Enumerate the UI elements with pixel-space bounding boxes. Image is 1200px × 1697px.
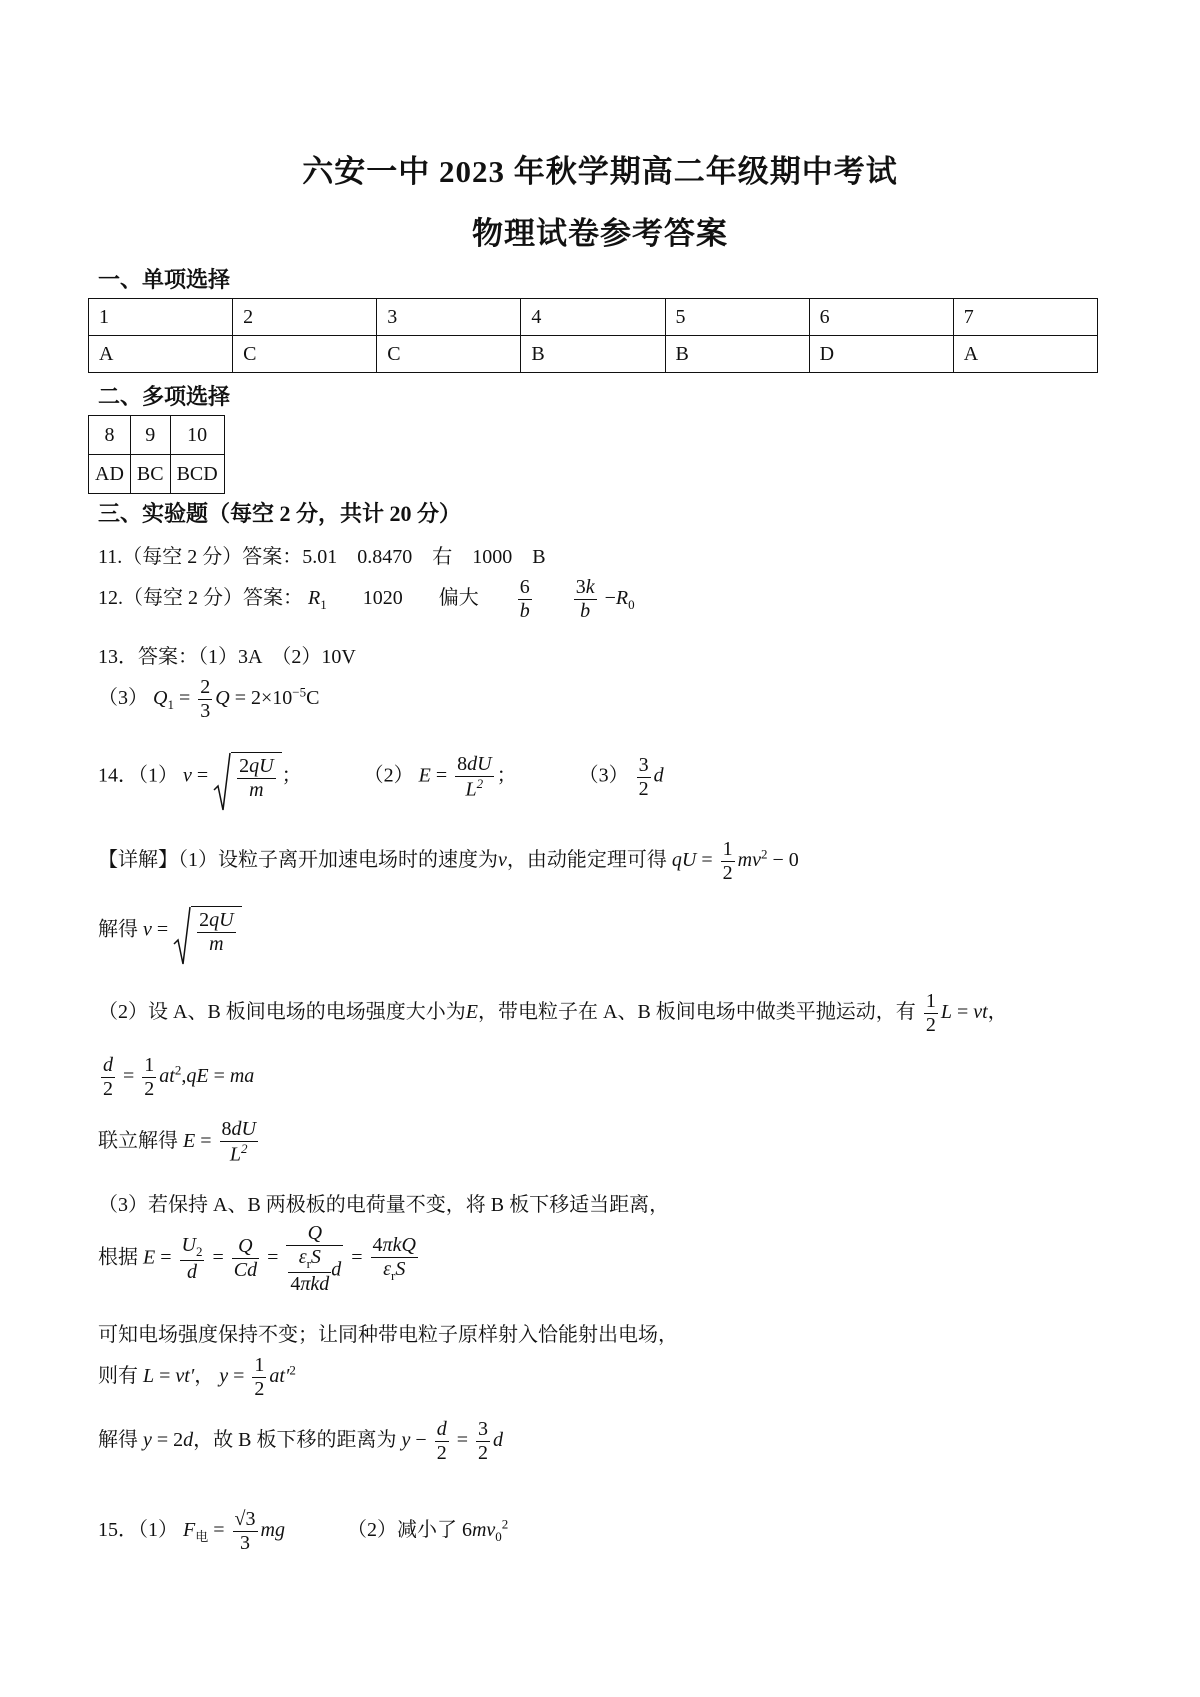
q14-answer: 14．（1） v = $\frac{2qU}{m}$ ； （2） E = $\frac{8dU}{L^2}$ ； （3） $\frac{3}{2}$ d [98,752,664,802]
table-cell: AD [89,455,131,494]
table-cell: C [377,336,521,373]
q12-fraction-3k-over-b: $\frac{3k}{b}$ [575,576,595,622]
exam-subtitle: 物理试卷参考答案 [472,216,728,251]
table-row-numbers [89,416,225,455]
q12-prefix: 12.（每空 2 分）答案： [98,587,303,610]
section-experiment-heading: 三、实验题（每空 2 分，共计 20 分） [98,501,462,526]
q12-answer: 12.（每空 2 分）答案： $R_1$ 1020 偏大 $\frac{6}{b}$ $\frac{3k}{b}$ $-R_0$ [98,576,635,622]
section-single-choice-heading: 一、单项选择 [98,267,231,292]
q14-field-derivation: 根据 E = $\frac{U_2}{d}$ = $\frac{Q}{Cd}$ = Q $\varepsilon_rS$ 4πkd d = 4πkQ $\varepsilon_rS$ [98,1222,416,1295]
fraction-2-over-3: $\frac{2}{3}$ [200,676,211,722]
exam-title: 六安一中 2023 年秋学期高二年级期中考试 [302,154,898,189]
table-row-numbers [89,299,1098,336]
table-cell: C [233,336,377,373]
fraction-sqrt3-over-3: $\frac{√3}{3}$ [234,1508,256,1554]
table-cell: A [953,336,1097,373]
q12-fraction-6-over-b: $\frac{6}{b}$ [519,576,530,622]
multi-choice-answer-table [88,415,225,494]
table-cell: 6 [809,299,953,336]
table-cell: D [809,336,953,373]
table-cell: 9 [130,416,170,455]
fraction-8dU-over-L2: $\frac{8dU}{L^2}$ [457,752,492,801]
table-row-answers [89,455,225,494]
q14-solve-v: 解得 v = $\frac{2qU}{m}$ [98,906,242,956]
q13-part3: （3） $Q_1$ = $\frac{2}{3}$ $Q = 2\times 10^{-5}C$ [98,676,320,722]
sub-elec: 电 [195,1529,209,1545]
q14-detail-1: 【详解】（1）设粒子离开加速电场时的速度为v，由动能定理可得 qU = $\frac{1}{2}$ $mv^2 - 0$ [98,838,799,884]
table-cell: A [89,336,233,373]
table-cell: 8 [89,416,131,455]
table-cell: 10 [170,416,224,455]
table-cell: B [521,336,665,373]
q12-r1: R [308,587,321,610]
q14-detail-3: （3）若保持 A、B 两极板的电荷量不变，将 B 板下移适当距离， [98,1194,670,1216]
q15-answer: 15．（1） $F_电$ = $\frac{√3}{3}$ mg （2）减小了 $6mv_0^2$ [98,1508,509,1554]
table-cell: 5 [665,299,809,336]
q14-combine: 联立解得 E = $\frac{8dU}{L^2}$ [98,1118,256,1166]
q11-answer: 11.（每空 2 分）答案：5.01 0.8470 右 1000 B [98,546,546,568]
table-cell: 7 [953,299,1097,336]
q14-solve-y: 解得 y = 2d，故 B 板下移的距离为 y − $\frac{d}{2}$ = $\frac{3}{2}$ d [98,1418,503,1464]
table-cell: 3 [377,299,521,336]
table-cell: 2 [233,299,377,336]
table-cell: B [665,336,809,373]
section-multi-choice-heading: 二、多项选择 [98,384,231,409]
q12-value: 1020 [362,587,403,610]
q13-answer: 13．答案：（1）3A （2）10V [98,646,356,668]
fraction-3-over-2: $\frac{3}{2}$ [638,753,649,800]
q12-word: 偏大 [438,587,479,610]
single-choice-answer-table [88,298,1098,373]
table-cell: BCD [170,455,224,494]
sqrt-2qU-over-m: $\frac{2qU}{m}$ [213,752,281,802]
table-cell: 4 [521,299,665,336]
table-row-answers [89,336,1098,373]
table-cell: 1 [89,299,233,336]
q14-detail-2: （2）设 A、B 板间电场的电场强度大小为E，带电粒子在 A、B 板间电场中做类平抛运动，有 $\frac{1}{2}$ L = vt， [98,990,1008,1036]
table-cell: BC [130,455,170,494]
q14-then: 则有 L = vt′， y = $\frac{1}{2}$ $at'^2$ [98,1354,296,1400]
q14-conclusion: 可知电场强度保持不变；让同种带电粒子原样射入恰能射出电场， [98,1324,678,1346]
q14-equations: $\frac{d}{2}$ = $\frac{1}{2}$ $at^2,qE$ = ma [103,1054,255,1100]
